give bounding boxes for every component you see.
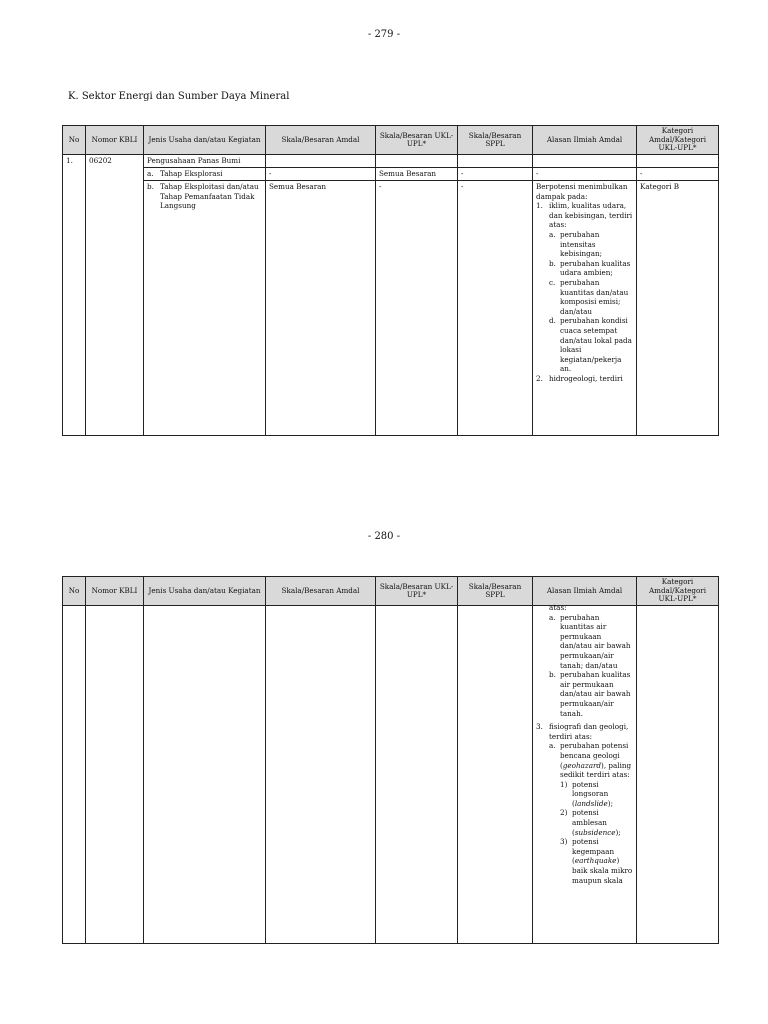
list-item: a. perubahan intensitas kebisingan; <box>549 229 603 259</box>
list-item: a. perubahan kuantitas air permukaan dan/atau air bawah permukaan/air tanah; dan/atau <box>549 612 631 670</box>
list-item: 1. iklim, kualitas udara, dan kebisingan, terdiri atas: a. perubahan intensitas kebisingan; b. perubahan kualitas udara ambien; c. perubahan kuantitas dan/atau komposisi emisi; dan/atau d. perubahan kondisi cuaca setempat dan/atau lokal pada lokasi kegiatan/pekerja an. <box>536 201 633 374</box>
header-ukl-upl: Skala/Besaran UKL-UPL* <box>376 126 458 155</box>
header-amdal: Skala/Besaran Amdal <box>266 577 376 606</box>
page-number-279: - 279 - <box>367 29 401 40</box>
cell-alasan: - <box>533 168 637 181</box>
cell-kbli: 06202 <box>86 155 144 436</box>
cell-sppl: - <box>458 181 533 436</box>
table-row <box>63 168 719 181</box>
cell-sppl: - <box>458 168 533 181</box>
list-item: a. perubahan potensi bencana geologi (geohazard), paling sedikit terdiri atas: 1) potensi longsoran (landslide); 2) potensi amblesan (subsidence); 3) potensi kegempaan (earthquake) baik skala mikro maupun skala <box>549 741 633 885</box>
header-alasan: Alasan Ilmiah Amdal <box>533 577 637 606</box>
list-item: 2) potensi amblesan (subsidence); <box>560 808 621 837</box>
header-alasan: Alasan Ilmiah Amdal <box>533 126 637 155</box>
cell-no: 1. <box>63 155 86 436</box>
list-item: b. perubahan kualitas udara ambien; <box>549 258 631 278</box>
alasan-intro: Berpotensi menimbulkan dampak pada: <box>536 182 628 201</box>
cell-alasan-ilmiah-cont: atas: a. perubahan kuantitas air permukaan dan/atau air bawah permukaan/air tanah; dan/atau b. perubahan kualitas air permukaan dan/atau air bawah permukaan/air tanah. 3. fisiografi dan geologi, terdiri atas: a. perubahan potensi bencana geologi (geohazard), paling sedikit terdiri atas: 1) potensi longsoran (landslide); 2) potensi amblesan (subsidence); 3) potensi kegempaan (earthquake) baik skala mikro maupun skala <box>533 606 637 944</box>
page-number-280: - 280 - <box>367 531 401 542</box>
list-item: c. perubahan kuantitas dan/atau komposisi emisi; dan/atau <box>549 277 629 316</box>
cell-amdal: Semua Besaran <box>266 181 376 436</box>
cell-amdal: - <box>266 168 376 181</box>
cell-ukl-upl: - <box>376 181 458 436</box>
table-row <box>63 155 719 168</box>
list-item: 3) potensi kegempaan (earthquake) baik skala mikro maupun skala <box>560 837 633 885</box>
header-amdal: Skala/Besaran Amdal <box>266 126 376 155</box>
header-kbli: Nomor KBLI <box>86 126 144 155</box>
header-sppl: Skala/Besaran SPPL <box>458 577 533 606</box>
list-item: b. perubahan kualitas air permukaan dan/atau air bawah permukaan/air tanah. <box>549 670 631 718</box>
cell-kategori: - <box>637 168 719 181</box>
list-item: 2. hidrogeologi, terdiri <box>536 373 623 383</box>
table-header-row <box>63 126 719 155</box>
section-title: K. Sektor Energi dan Sumber Daya Mineral <box>68 91 290 102</box>
header-jenis: Jenis Usaha dan/atau Kegiatan <box>144 577 266 606</box>
header-kategori: Kategori Amdal/Kategori UKL-UPL* <box>637 126 719 155</box>
header-kategori: Kategori Amdal/Kategori UKL-UPL* <box>637 577 719 606</box>
header-kbli: Nomor KBLI <box>86 577 144 606</box>
cell-kategori: Kategori B <box>637 181 719 436</box>
cell-jenis-main: Pengusahaan Panas Bumi <box>144 155 266 168</box>
kbli-table-page-279 <box>62 125 719 436</box>
header-jenis: Jenis Usaha dan/atau Kegiatan <box>144 126 266 155</box>
list-item: 3. fisiografi dan geologi, terdiri atas: a. perubahan potensi bencana geologi (geohazard), paling sedikit terdiri atas: 1) potensi longsoran (landslide); 2) potensi amblesan (subsidence); 3) potensi kegempaan (earthquake) baik skala mikro maupun skala <box>536 722 633 885</box>
list-item: d. perubahan kondisi cuaca setempat dan/atau lokal pada lokasi kegiatan/pekerja an. <box>549 316 632 374</box>
list-item: 1) potensi longsoran (landslide); <box>560 779 614 808</box>
table-row <box>63 606 719 944</box>
cell-ukl-upl: Semua Besaran <box>376 168 458 181</box>
kbli-table-page-280 <box>62 576 719 944</box>
cell-jenis-eksploitasi: b. Tahap Eksploitasi dan/atau Tahap Pemanfaatan Tidak Langsung <box>144 181 266 436</box>
cell-alasan-ilmiah <box>533 181 637 436</box>
cell-jenis-eksplorasi: a. Tahap Eksplorasi <box>144 168 266 181</box>
header-no: No <box>63 126 86 155</box>
table-header-row <box>63 577 719 606</box>
header-sppl: Skala/Besaran SPPL <box>458 126 533 155</box>
header-no: No <box>63 577 86 606</box>
header-ukl-upl: Skala/Besaran UKL-UPL* <box>376 577 458 606</box>
table-row <box>63 181 719 436</box>
